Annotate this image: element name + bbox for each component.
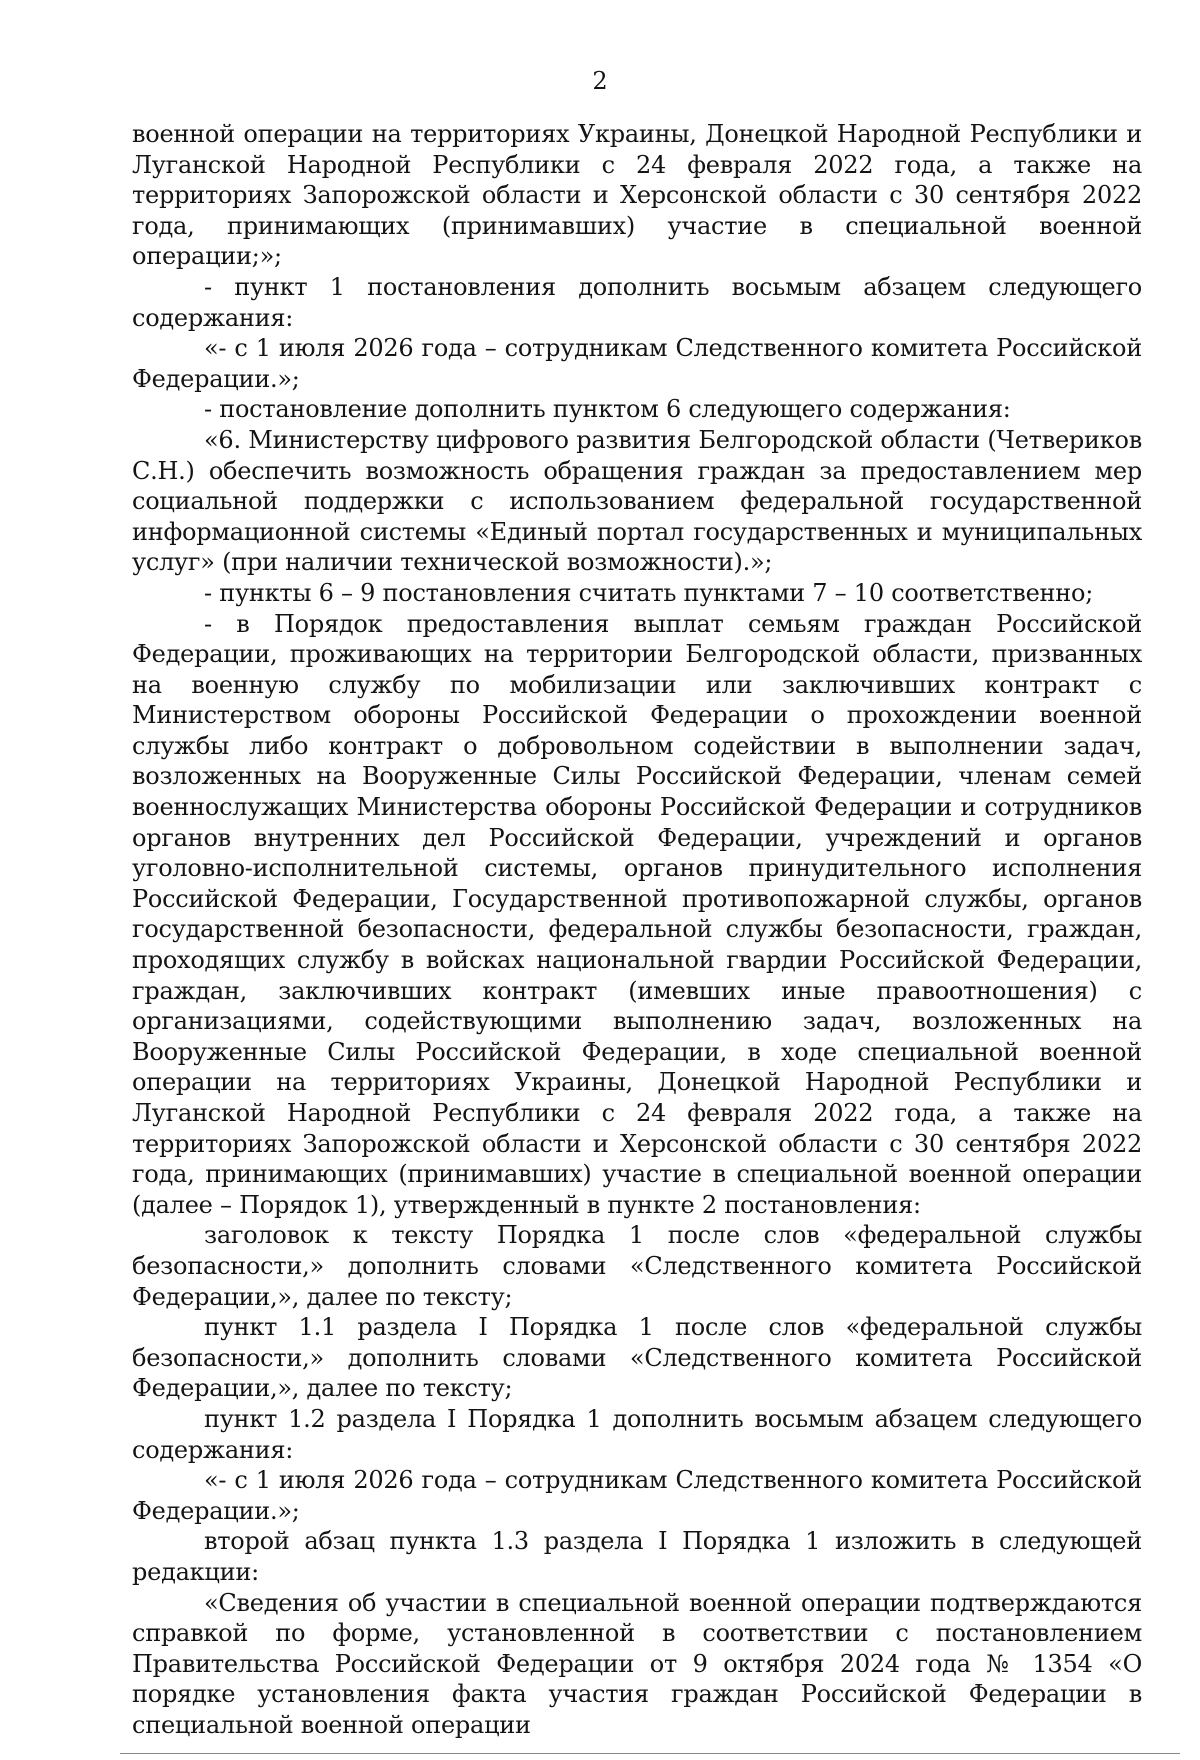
paragraph-continuation: военной операции на территориях Украины, Донецкой Народной Республики и Луганской Народной Республики с 24 февраля 2022 года, а также на территориях Запорожской области и Херсонской области с 30 сентября 2022 года, принимающих (принимавших) участие в специальной военной операции;»; [132,120,1142,271]
paragraph: - постановление дополнить пунктом 6 следующего содержания: [204,395,1011,424]
paragraph: - в Порядок предоставления выплат семьям граждан Российской Федерации, проживающих на территории Белгородской области, призванных на военную службу по мобилизации или заключивших контракт с Министерством обороны Российской Федерации о прохождении военной службы либо контракт о добровольном содействии в выполнении задач, возложенных на Вооруженные Силы Российской Федерации, членам семей военнослужащих Министерства обороны Российской Федерации и сотрудников органов внутренних дел Российской Федерации, учреждений и органов уголовно-исполнительной системы, органов принудительного исполнения Российской Федерации, Государственной противопожарной службы, органов государственной безопасности, федеральной службы безопасности, граждан, проходящих службу в войсках национальной гвардии Российской Федерации, граждан, заключивших контракт (имевших иные правоотношения) с организациями, содействующими выполнению задач, возложенных на Вооруженные Силы Российской Федерации, в ходе специальной военной операции на территориях Украины, Донецкой Народной Республики и Луганской Народной Республики с 24 февраля 2022 года, а также на территориях Запорожской области и Херсонской области с 30 сентября 2022 года, принимающих (принимавших) участие в специальной военной операции (далее – Порядок 1), утвержденный в пункте 2 постановления: [132,609,1142,1219]
paragraph: пункт 1.2 раздела I Порядка 1 дополнить восьмым абзацем следующего содержания: [132,1404,1142,1464]
paragraph: «- с 1 июля 2026 года – сотрудникам Следственного комитета Российской Федерации.»; [132,1466,1142,1525]
paragraph: «Сведения об участии в специальной военной операции подтверждаются справкой по форме, установленной в соответствии с постановлением Правительства Российской Федерации от 9 октября 2024 года № 1354 «О порядке установления факта участия граждан Российской Федерации в специальной военной операции [132,1588,1142,1739]
paragraph: пункт 1.1 раздела I Порядка 1 после слов «федеральной службы безопасности,» дополнить словами «Следственного комитета Российской Федерации,», далее по тексту; [132,1313,1142,1403]
paragraph: второй абзац пункта 1.3 раздела I Порядка 1 изложить в следующей редакции: [132,1527,1142,1586]
paragraph: «6. Министерству цифрового развития Белгородской области (Четвериков С.Н.) обеспечить возможность обращения граждан за предоставлением мер социальной поддержки с использованием федеральной государственной информационной системы «Единый портал государственных и муниципальных услуг» (при наличии технической возможности).»; [132,425,1142,577]
page-bottom-rule [120,1753,1180,1754]
page-number: 2 [592,67,608,95]
document-body [132,119,1142,1740]
paragraph: «- с 1 июля 2026 года – сотрудникам Следственного комитета Российской Федерации.»; [132,334,1142,393]
paragraph: заголовок к тексту Порядка 1 после слов «федеральной службы безопасности,» дополнить словами «Следственного комитета Российской Федерации,», далее по тексту; [132,1221,1142,1311]
paragraph: - пункт 1 постановления дополнить восьмым абзацем следующего содержания: [132,272,1142,332]
paragraph: - пункты 6 – 9 постановления считать пунктами 7 – 10 соответственно; [204,578,1094,607]
